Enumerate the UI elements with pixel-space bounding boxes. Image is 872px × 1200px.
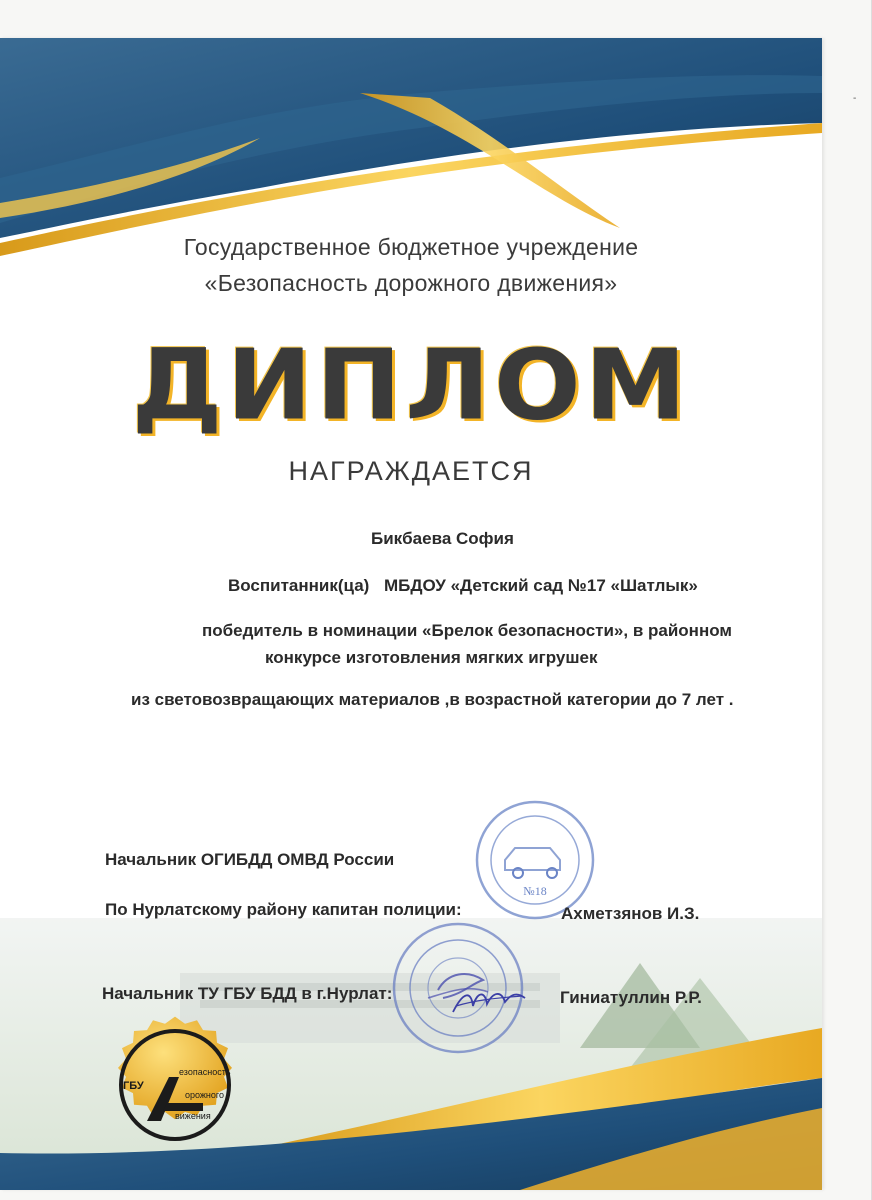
institution-line-1: Государственное бюджетное учреждение <box>183 234 639 260</box>
scan-mark: - <box>853 93 857 104</box>
svg-text:езопасность: езопасность <box>179 1067 231 1077</box>
recipient-role: Воспитанник(ца) <box>228 576 370 595</box>
institution-line-2: «Безопасность дорожного движения» <box>204 270 618 296</box>
signatory-1-title-2: По Нурлатскому району капитан полиции: <box>105 900 462 919</box>
signatory-1-name: Ахметзянов И.З. <box>561 904 700 923</box>
signatory-1-title: Начальник ОГИБДД ОМВД России <box>105 850 395 869</box>
svg-text:орожного: орожного <box>185 1090 225 1100</box>
gbu-bdd-logo <box>95 1003 255 1163</box>
signatory-2-name: Гиниатуллин Р.Р. <box>560 988 702 1007</box>
awarded-heading: НАГРАЖДАЕТСЯ <box>288 456 534 486</box>
svg-text:ГБУ: ГБУ <box>123 1080 144 1092</box>
recipient-school: МБДОУ «Детский сад №17 «Шатлык» <box>384 576 698 595</box>
recipient-name: Бикбаева София <box>371 529 514 548</box>
diploma-title: ДИПЛОМ <box>131 328 691 443</box>
handwritten-signature <box>448 984 528 1024</box>
svg-text:№18: №18 <box>523 884 547 898</box>
diploma-sheet <box>0 38 822 1190</box>
award-text-line-3: из световозвращающих материалов ,в возрастной категории до 7 лет . <box>131 690 734 709</box>
award-text-line-2: конкурсе изготовления мягких игрушек <box>265 648 598 667</box>
award-text-line-1: победитель в номинации «Брелок безопасности», в районном <box>202 621 732 640</box>
signatory-2-title: Начальник ТУ ГБУ БДД в г.Нурлат: <box>102 984 393 1003</box>
svg-text:вижения: вижения <box>175 1111 211 1121</box>
